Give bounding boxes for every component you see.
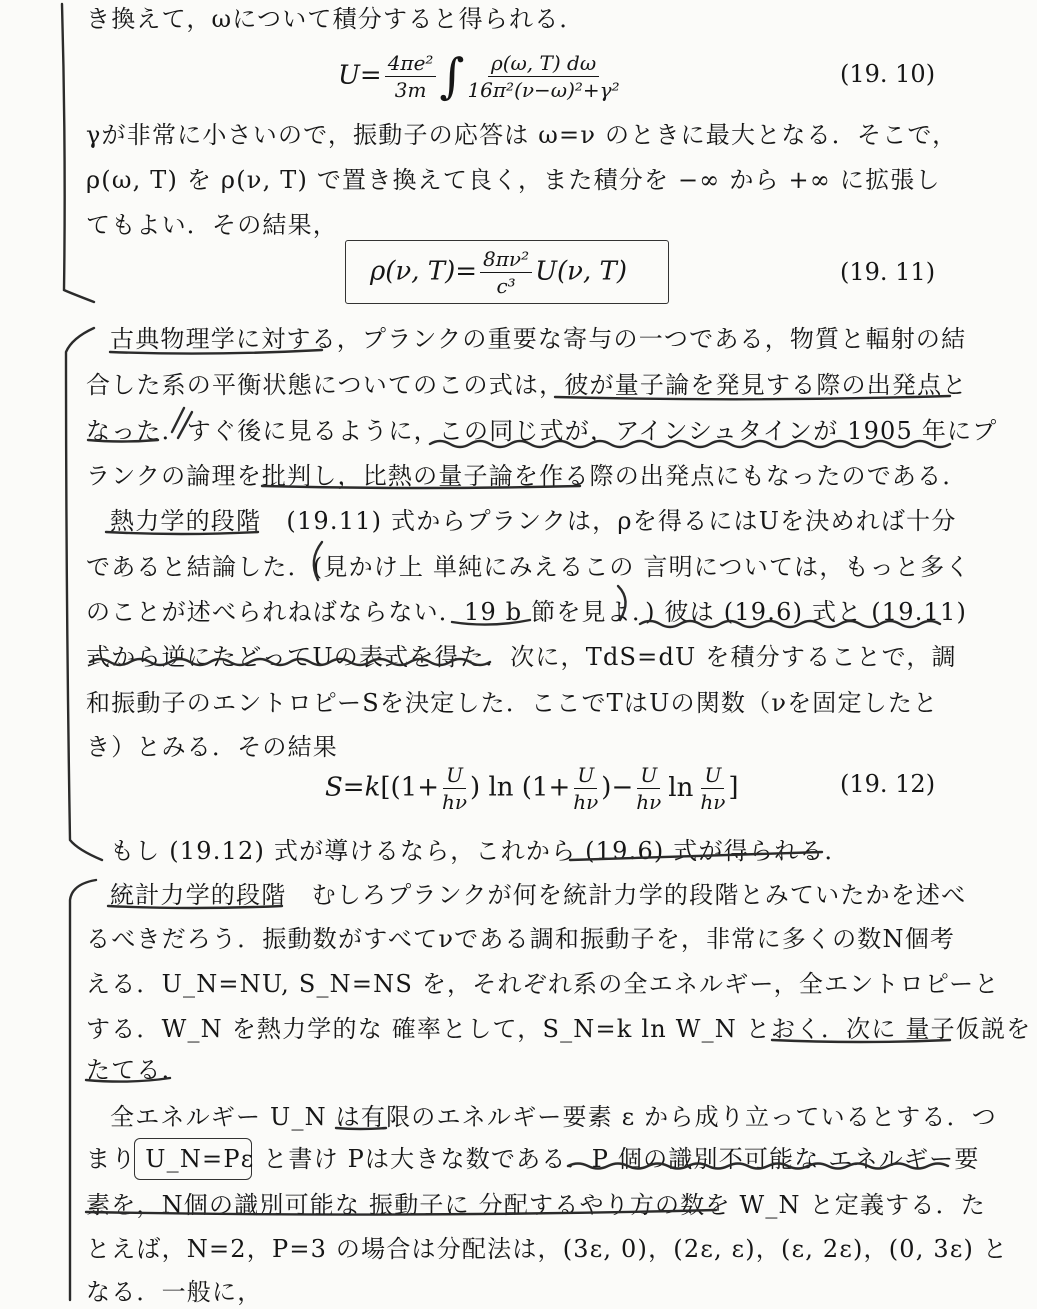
underline: [772, 1040, 950, 1042]
underline: [452, 620, 530, 625]
eq3-open: [(1+: [380, 772, 439, 803]
eq3-hv: hν: [573, 790, 599, 814]
text-line: γが非常に小さいので，振動子の応答は ω=ν のときに最大となる．そこで，: [86, 121, 958, 149]
eq3-hv: hν: [636, 790, 662, 814]
eq1-integrand-den: 16π²(ν−ω)²+γ²: [467, 78, 620, 102]
text-line: 古典物理学に対する，プランクの重要な寄与の一つである，物質と輻射の結: [110, 325, 967, 353]
margin-bracket-2: [66, 328, 102, 860]
text-line: 合した系の平衡状態についてのこの式は，彼が量子論を発見する際の出発点と: [86, 371, 968, 399]
underline: [86, 1078, 170, 1082]
eq3-ln1: ) ln (1+: [470, 772, 571, 803]
text-line: 和振動子のエントロピーSを決定した．ここでTはUの関数（νを固定したと: [86, 689, 939, 717]
text-line: 熱力学的段階 (19.11) 式からプランクは，ρを得るにはUを決めれば十分: [110, 507, 957, 535]
underline: [336, 1128, 386, 1129]
text-line: 統計力学的段階 むしろプランクが何を統計力学的段階とみていたかを述べ: [110, 881, 967, 909]
eq1-lhs: U=: [338, 60, 382, 91]
wavy-underline: [90, 659, 490, 665]
underline: [108, 906, 282, 908]
text-line: える．U_N=NU, S_N=NS を，それぞれ系の全エネルギー，全エントロピーと: [86, 970, 1000, 998]
underline: [262, 486, 580, 488]
text-line: とえば，N=2，P=3 の場合は分配法は，(3ε, 0)，(2ε, ε)，(ε, 2ε)，(0, 3ε) と: [86, 1235, 1009, 1263]
eq3-close2: ]: [728, 772, 739, 803]
open-paren-mark: [314, 542, 322, 580]
text-line: ρ(ω, T) を ρ(ν, T) で置き換えて良く，また積分を −∞ から +∞ に拡張し: [86, 166, 941, 194]
eq3-lhs: S=k: [325, 772, 381, 803]
eq3-hv: hν: [441, 790, 468, 814]
eq3-u: U: [637, 762, 660, 789]
eq3-u: U: [574, 762, 597, 789]
underline: [106, 532, 258, 534]
underline: [555, 396, 950, 399]
underline: [110, 350, 322, 354]
wavy-underline: [640, 621, 940, 627]
wavy-underline: [568, 1164, 948, 1169]
eq3-u: U: [443, 762, 466, 789]
equation-number: (19. 10): [840, 60, 936, 88]
text-line: き）とみる．その結果: [86, 733, 338, 761]
eq1-integrand-num: ρ(ω, T) dω: [488, 50, 599, 77]
text-line: たてる．: [86, 1056, 187, 1084]
eq3-hv: hν: [700, 790, 726, 814]
eq2-frac-den: c³: [496, 274, 516, 298]
equation-number: (19. 12): [840, 770, 936, 798]
eq1-coef-num: 4πe²: [385, 50, 437, 77]
eq2-rhs: U(ν, T): [535, 256, 627, 287]
text-line: なる．一般に，: [86, 1278, 263, 1306]
eq3-ln2: ln: [668, 772, 694, 803]
text-line: なった．すぐ後に見るように，この同じ式が，アインシュタインが 1905 年にプ: [86, 417, 998, 445]
margin-bracket-3: [70, 880, 96, 1300]
text-line: まり U_N=Pε と書け Pは大きな数である．P 個の識別不可能な エネルギー要: [86, 1145, 980, 1173]
text-line: 素を，N個の識別可能な 振動子に 分配するやり方の数を W_N と定義する．た: [86, 1191, 986, 1219]
equation-number: (19. 11): [840, 258, 936, 286]
close-paren-mark: [618, 586, 626, 620]
text-line: ランクの論理を批判し，比熱の量子論を作る際の出発点にもなったのである．: [86, 462, 968, 490]
margin-bracket-1: [62, 4, 94, 302]
double-slash-mark: [172, 408, 192, 438]
text-line: るべきだろう．振動数がすべてνである調和振動子を，非常に多くの数N個考: [86, 925, 956, 953]
text-line: 全エネルギー U_N は有限のエネルギー要素 ε から成り立っているとする．つ: [110, 1103, 997, 1131]
underline: [570, 852, 822, 860]
text-line: てもよい．その結果，: [86, 211, 338, 239]
text-line: のことが述べられねばならない．19 b 節を見よ．) 彼は (19.6) 式と (19.11): [86, 598, 968, 626]
eq3-u: U: [701, 762, 724, 789]
eq2-frac-num: 8πν²: [480, 246, 532, 273]
eq3-close1: )−: [601, 772, 634, 803]
underline: [86, 1210, 716, 1215]
text-line: 式から逆にたどってUの表式を得た．次に，TdS=dU を積分することで，調: [86, 643, 957, 671]
wavy-underline: [430, 441, 950, 447]
text-line: であると結論した．(見かけ上 単純にみえるこの 言明については，もっと多く: [86, 553, 971, 581]
text-line: もし (19.12) 式が導けるなら，これから (19.6) 式が得られる．: [110, 837, 850, 865]
text-line: する．W_N を熱力学的な 確率として，S_N=k ln W_N とおく．次に 量子仮説を: [86, 1015, 1032, 1043]
text-line: き換えて，ωについて積分すると得られる．: [86, 5, 585, 33]
eq1-coef-den: 3m: [394, 78, 427, 102]
integral-sign: ∫: [439, 48, 465, 105]
underline: [88, 440, 158, 442]
eq2-lhs: ρ(ν, T)=: [370, 256, 478, 287]
